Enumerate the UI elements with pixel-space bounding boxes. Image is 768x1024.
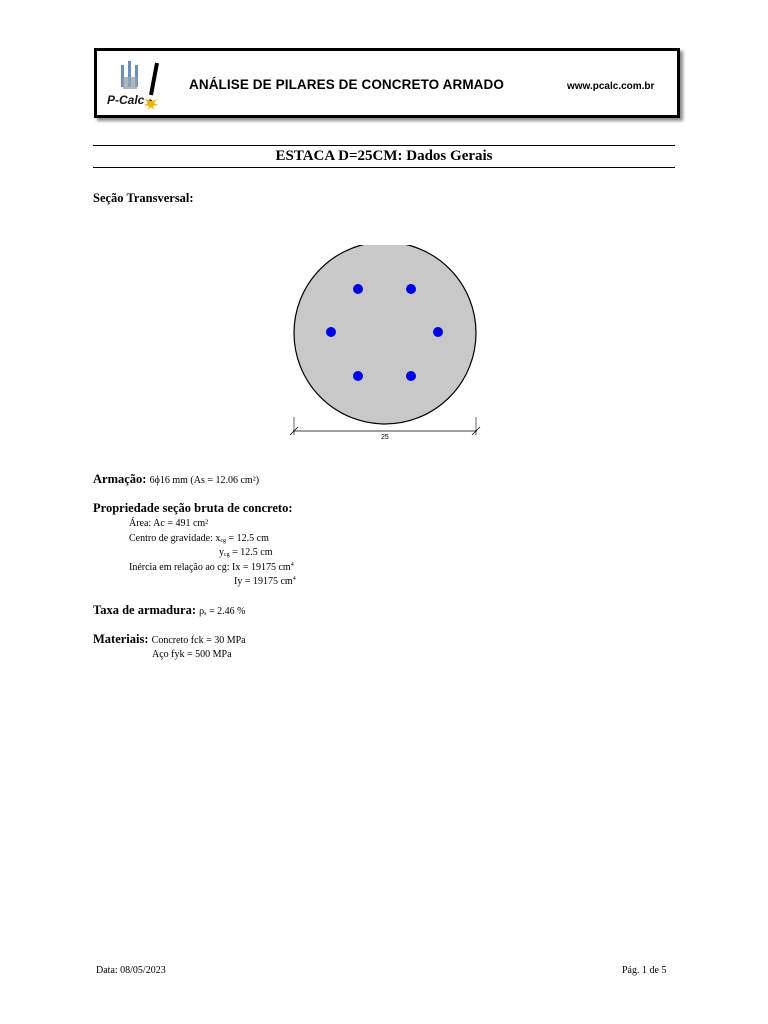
steel-value: Aço fyk = 500 MPa xyxy=(152,649,232,660)
bottom-rule xyxy=(93,167,675,168)
reinforcement-value: 6ϕ16 mm (As = 12.06 cm²) xyxy=(149,475,260,486)
rebar-1 xyxy=(353,284,363,294)
logo-text: P-Calc xyxy=(107,93,145,107)
cross-section-figure xyxy=(280,245,490,450)
rebar-6 xyxy=(406,371,416,381)
pcalc-logo xyxy=(101,55,171,113)
concrete-section xyxy=(294,245,476,424)
footer-page: Pág. 1 de 5 xyxy=(622,965,667,976)
cg-x-value: Centro de gravidade: xcg = 12.5 cm xyxy=(129,533,269,544)
reinforcement-label: Armação: 6ϕ16 mm (As = 12.06 cm²) xyxy=(93,472,260,486)
concrete-value: Concreto fck = 30 MPa xyxy=(151,635,246,646)
inertia-x-value: Inércia em relação ao cg: Ix = 19175 $cm^4$ xyxy=(129,562,294,573)
dimension-label: 25 xyxy=(381,434,389,441)
top-rule xyxy=(93,145,675,146)
rebar-5 xyxy=(353,371,363,381)
rebar-4 xyxy=(433,327,443,337)
ratio-label: Taxa de armadura: ρs = 2.46 % xyxy=(93,603,246,617)
rebar-3 xyxy=(326,327,336,337)
footer-date: Data: 08/05/2023 xyxy=(96,965,166,976)
ratio-value: ρs = 2.46 % xyxy=(199,606,246,617)
rebar-2 xyxy=(406,284,416,294)
banner-title: ANÁLISE DE PILARES DE CONCRETO ARMADO xyxy=(189,77,504,92)
header-banner xyxy=(94,48,680,118)
materials-label: Materiais: Concreto fck = 30 MPa xyxy=(93,632,246,646)
area-value: Área: Ac = 491 cm² xyxy=(129,518,209,529)
properties-label: Propriedade seção bruta de concreto: xyxy=(93,501,293,515)
inertia-y-value: Iy = 19175 $cm^4$ xyxy=(234,576,296,587)
cross-section-label: Seção Transversal: xyxy=(93,191,194,205)
section-title: ESTACA D=25CM: Dados Gerais xyxy=(275,148,493,164)
banner-url: www.pcalc.com.br xyxy=(567,81,655,92)
cg-y-value: ycg = 12.5 cm xyxy=(219,547,273,558)
